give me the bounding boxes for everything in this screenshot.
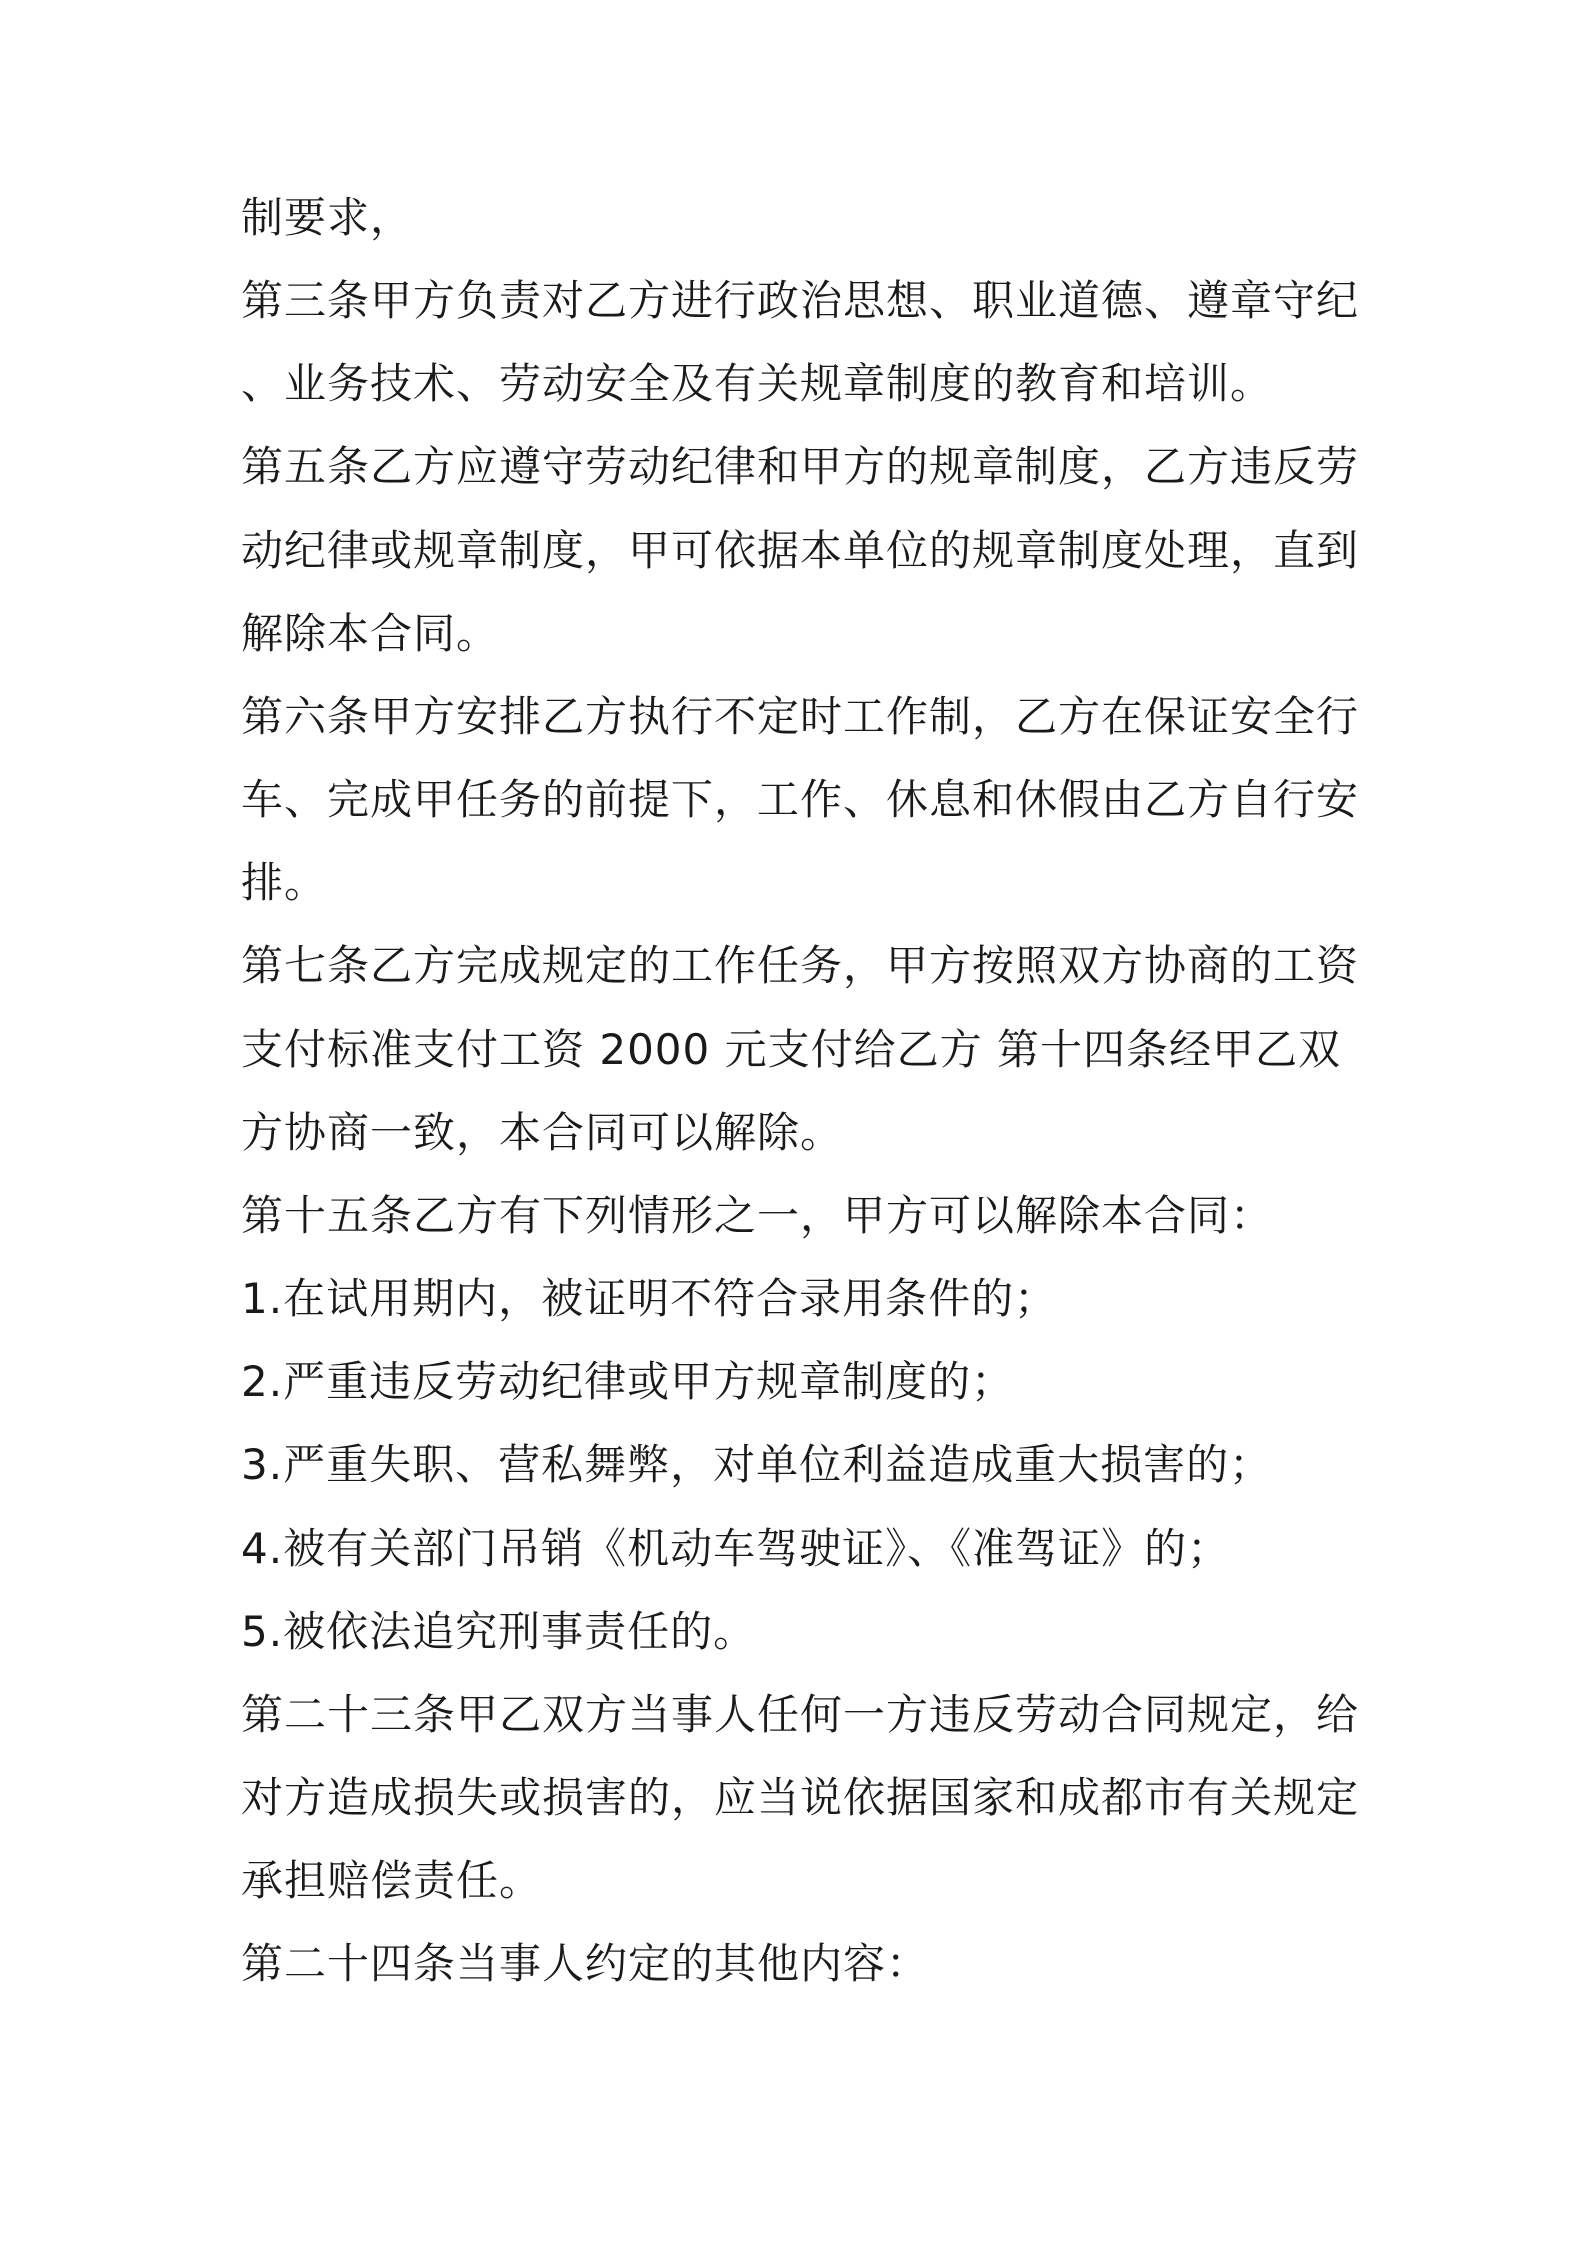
text-line: 第十五条乙方有下列情形之一，甲方可以解除本合同： <box>241 1191 1274 1240</box>
text-line: 第六条甲方安排乙方执行不定时工作制，乙方在保证安全行 <box>241 692 1360 741</box>
text-line: 承担赔偿责任。 <box>241 1856 543 1905</box>
text-line: 第二十四条当事人约定的其他内容： <box>241 1939 930 1988</box>
text-line: 制要求， <box>241 193 414 242</box>
text-line: 4.被有关部门吊销《机动车驾驶证》、《准驾证》的； <box>241 1524 1231 1573</box>
text-line: 车、完成甲任务的前提下，工作、休息和休假由乙方自行安 <box>241 775 1360 824</box>
text-line: 第五条乙方应遵守劳动纪律和甲方的规章制度，乙方违反劳 <box>241 442 1360 491</box>
text-line: 3.严重失职、营私舞弊，对单位利益造成重大损害的； <box>241 1440 1273 1489</box>
text-line: 解除本合同。 <box>241 609 500 658</box>
text-line: 动纪律或规章制度，甲可依据本单位的规章制度处理，直到 <box>241 526 1360 575</box>
text-line: 1.在试用期内，被证明不符合录用条件的； <box>241 1274 1058 1323</box>
text-line: 、业务技术、劳动安全及有关规章制度的教育和培训。 <box>241 359 1274 408</box>
text-line: 方协商一致，本合同可以解除。 <box>241 1108 844 1157</box>
text-line: 第二十三条甲乙双方当事人任何一方违反劳动合同规定，给 <box>241 1690 1360 1739</box>
text-line: 第七条乙方完成规定的工作任务，甲方按照双方协商的工资 <box>241 941 1360 990</box>
text-line: 支付标准支付工资 2000 元支付给乙方 第十四条经甲乙双 <box>241 1025 1341 1074</box>
text-line: 对方造成损失或损害的，应当说依据国家和成都市有关规定 <box>241 1773 1360 1822</box>
text-line: 5.被依法追究刑事责任的。 <box>241 1607 757 1656</box>
text-line: 第三条甲方负责对乙方进行政治思想、职业道德、遵章守纪 <box>241 276 1360 325</box>
text-line: 排。 <box>241 858 328 907</box>
text-line: 2.严重违反劳动纪律或甲方规章制度的； <box>241 1357 1015 1406</box>
